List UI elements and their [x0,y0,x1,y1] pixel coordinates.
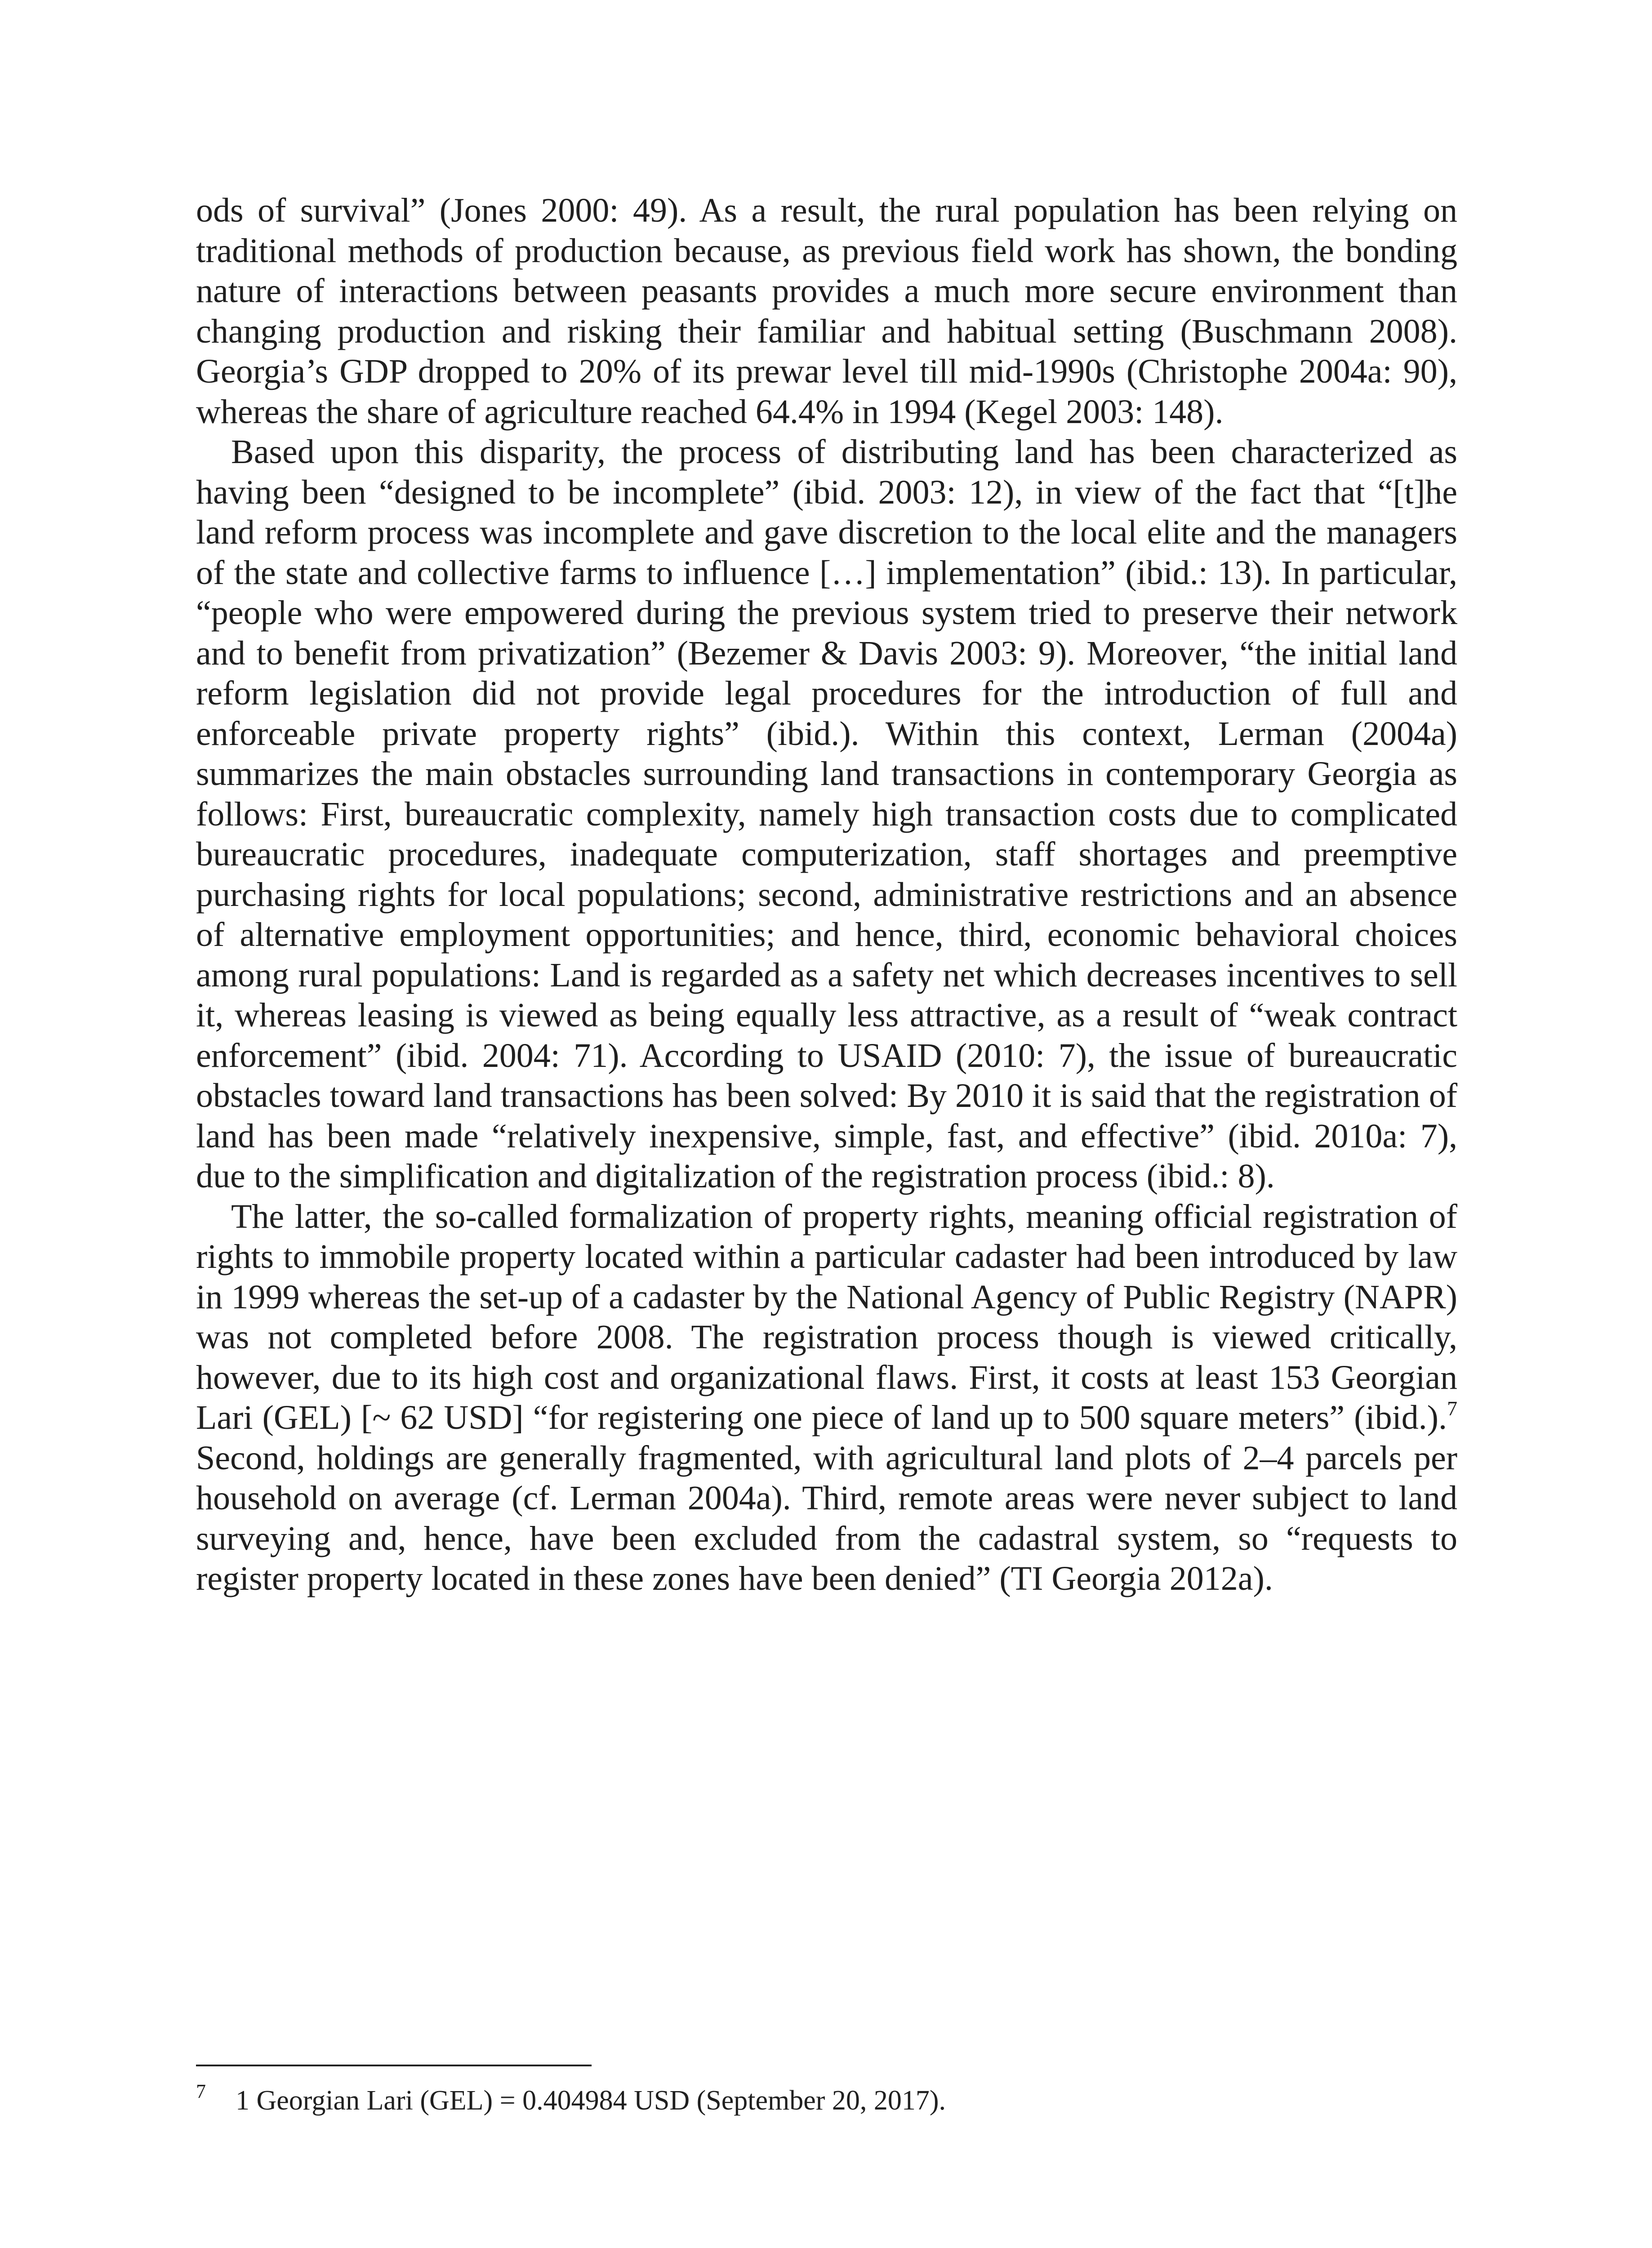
footnote-divider [196,2065,592,2066]
paragraph-3 [196,1197,1457,1599]
paragraph-1: ods of survival” (Jones 2000: 49). As a result, the rural population has been relying on traditional methods of production because, as previous field work has shown, the bonding nature of interactions between peasants provides a much more secure environment than changing production and risking their familiar and habitual setting (Buschmann 2008). Georgia’s GDP dropped to 20% of its prewar level till mid-1990s (Christophe 2004a: 90), whereas the share of agriculture reached 64.4% in 1994 (Kegel 2003: 148). [196,192,1457,431]
footnote-text: 1 Georgian Lari (GEL) = 0.404984 USD (September 20, 2017). [236,2085,946,2116]
footnote-reference[interactable]: 7 [1447,1397,1457,1420]
paragraph-2: Based upon this disparity, the process of distributing land has been characterized as having been “designed to be incomplete” (ibid. 2003: 12), in view of the fact that “[t]he land reform process was incomplete and gave discretion to the local elite and the managers of the state and collective farms to influence […] implementation” (ibid.: 13). In particular, “people who were empowered during the previous system tried to preserve their network and to benefit from privatization” (Bezemer & Davis 2003: 9). Moreover, “the initial land reform legislation did not provide legal procedures for the introduction of full and enforceable private property rights” (ibid.). Within this context, Lerman (2004a) summarizes the main obstacles surrounding land transactions in contemporary Georgia as follows: First, bureaucratic complexity, namely high transaction costs due to complicated bureaucratic procedures, inadequate computerization, staff shortages and preemptive purchasing rights for local populations; second, administrative restrictions and an absence of alternative employment opportunities; and hence, third, economic behavioral choices among rural populations: Land is regarded as a safety net which decreases incentives to sell it, whereas leasing is viewed as being equally less attractive, as a result of “weak contract enforcement” (ibid. 2004: 71). According to USAID (2010: 7), the issue of bureaucratic obstacles toward land transactions has been solved: By 2010 it is said that the registration of land has been made “relatively inexpensive, simple, fast, and effective” (ibid. 2010a: 7), due to the simplification and digitalization of the registration process (ibid.: 8). [196,433,1457,1195]
body-text [196,191,1457,1599]
footnote: 7 1 Georgian Lari (GEL) = 0.404984 USD (September 20, 2017). [196,2080,946,2116]
paragraph-3-part-1: The latter, the so-called formalization of property rights, meaning official registration of rights to immobile property located within a particular cadaster had been introduced by law in 1999 whereas the set-up of a cadaster by the National Agency of Public Registry (NAPR) was not completed before 2008. The registration process though is viewed critically, however, due to its high cost and organizational flaws. First, it costs at least 153 Georgian Lari (GEL) [~ 62 USD] “for registering one piece of land up to 500 square meters” (ibid.). [196,1197,1457,1436]
paragraph-3-part-2: Second, holdings are generally fragmented, with agricultural land plots of 2–4 parcels per household on average (cf. Lerman 2004a). Third, remote areas were never subject to land surveying and, hence, have been excluded from the cadastral system, so “requests to register property located in these zones have been denied” (TI Georgia 2012a). [196,1439,1457,1597]
